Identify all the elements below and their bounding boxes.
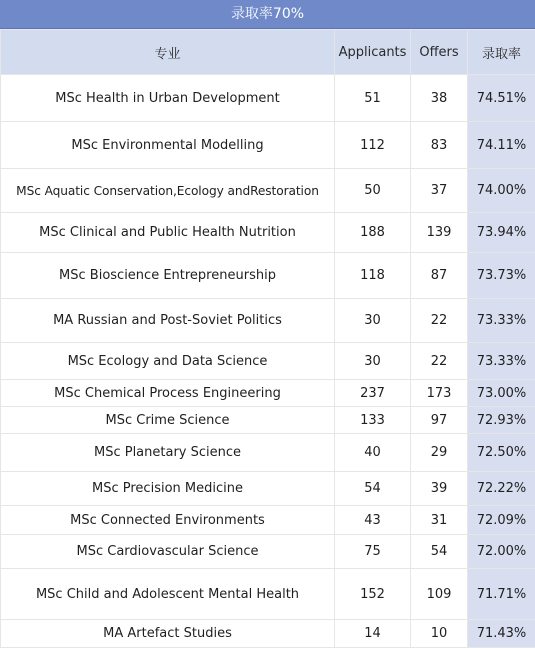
table-row <box>1 213 535 253</box>
applicants-count: 30 <box>335 343 411 380</box>
program-name: MSc Chemical Process Engineering <box>1 380 335 407</box>
offers-count: 139 <box>411 213 468 253</box>
table-row <box>1 75 535 122</box>
table-header-row <box>1 30 535 75</box>
header-major: 专业 <box>1 30 335 75</box>
table-row <box>1 506 535 535</box>
table-row <box>1 169 535 213</box>
table-row <box>1 343 535 380</box>
table-row <box>1 472 535 506</box>
offers-count: 173 <box>411 380 468 407</box>
applicants-count: 75 <box>335 535 411 569</box>
applicants-count: 30 <box>335 299 411 343</box>
admission-rate: 72.50% <box>468 434 535 472</box>
program-name: MA Russian and Post-Soviet Politics <box>1 299 335 343</box>
admission-rate: 72.22% <box>468 472 535 506</box>
offers-count: 83 <box>411 122 468 169</box>
applicants-count: 40 <box>335 434 411 472</box>
program-name: MSc Environmental Modelling <box>1 122 335 169</box>
header-rate: 录取率 <box>468 30 535 75</box>
offers-count: 109 <box>411 569 468 620</box>
applicants-count: 54 <box>335 472 411 506</box>
applicants-count: 43 <box>335 506 411 535</box>
offers-count: 10 <box>411 620 468 648</box>
table-row <box>1 535 535 569</box>
admission-rate: 71.43% <box>468 620 535 648</box>
offers-count: 29 <box>411 434 468 472</box>
admission-rate: 74.11% <box>468 122 535 169</box>
admission-rate: 72.93% <box>468 407 535 434</box>
program-name: MSc Planetary Science <box>1 434 335 472</box>
header-applicants: Applicants <box>335 30 411 75</box>
admission-rate: 73.00% <box>468 380 535 407</box>
applicants-count: 188 <box>335 213 411 253</box>
program-name: MSc Health in Urban Development <box>1 75 335 122</box>
admission-rate: 73.73% <box>468 253 535 299</box>
program-name: MSc Ecology and Data Science <box>1 343 335 380</box>
offers-count: 31 <box>411 506 468 535</box>
admissions-table <box>0 29 535 648</box>
applicants-count: 14 <box>335 620 411 648</box>
admission-rate: 71.71% <box>468 569 535 620</box>
program-name: MSc Aquatic Conservation,Ecology andRestoration <box>1 169 335 213</box>
admission-rate: 72.09% <box>468 506 535 535</box>
admission-rate: 74.00% <box>468 169 535 213</box>
applicants-count: 152 <box>335 569 411 620</box>
applicants-count: 112 <box>335 122 411 169</box>
table-row <box>1 434 535 472</box>
table-row <box>1 620 535 648</box>
applicants-count: 51 <box>335 75 411 122</box>
offers-count: 39 <box>411 472 468 506</box>
header-offers: Offers <box>411 30 468 75</box>
program-name: MSc Clinical and Public Health Nutrition <box>1 213 335 253</box>
table-row <box>1 253 535 299</box>
offers-count: 97 <box>411 407 468 434</box>
offers-count: 22 <box>411 343 468 380</box>
program-name: MSc Precision Medicine <box>1 472 335 506</box>
admission-rate: 73.33% <box>468 343 535 380</box>
offers-count: 54 <box>411 535 468 569</box>
table-title-banner: 录取率70% <box>0 0 535 29</box>
table-row <box>1 299 535 343</box>
program-name: MSc Bioscience Entrepreneurship <box>1 253 335 299</box>
table-row <box>1 569 535 620</box>
applicants-count: 237 <box>335 380 411 407</box>
program-name: MA Artefact Studies <box>1 620 335 648</box>
program-name: MSc Cardiovascular Science <box>1 535 335 569</box>
table-row <box>1 380 535 407</box>
admission-rate: 73.33% <box>468 299 535 343</box>
applicants-count: 50 <box>335 169 411 213</box>
table-row <box>1 122 535 169</box>
offers-count: 87 <box>411 253 468 299</box>
offers-count: 38 <box>411 75 468 122</box>
applicants-count: 118 <box>335 253 411 299</box>
offers-count: 37 <box>411 169 468 213</box>
table-row <box>1 407 535 434</box>
admission-rate: 72.00% <box>468 535 535 569</box>
offers-count: 22 <box>411 299 468 343</box>
applicants-count: 133 <box>335 407 411 434</box>
program-name: MSc Connected Environments <box>1 506 335 535</box>
program-name: MSc Crime Science <box>1 407 335 434</box>
admission-rate: 73.94% <box>468 213 535 253</box>
admission-rate: 74.51% <box>468 75 535 122</box>
program-name: MSc Child and Adolescent Mental Health <box>1 569 335 620</box>
